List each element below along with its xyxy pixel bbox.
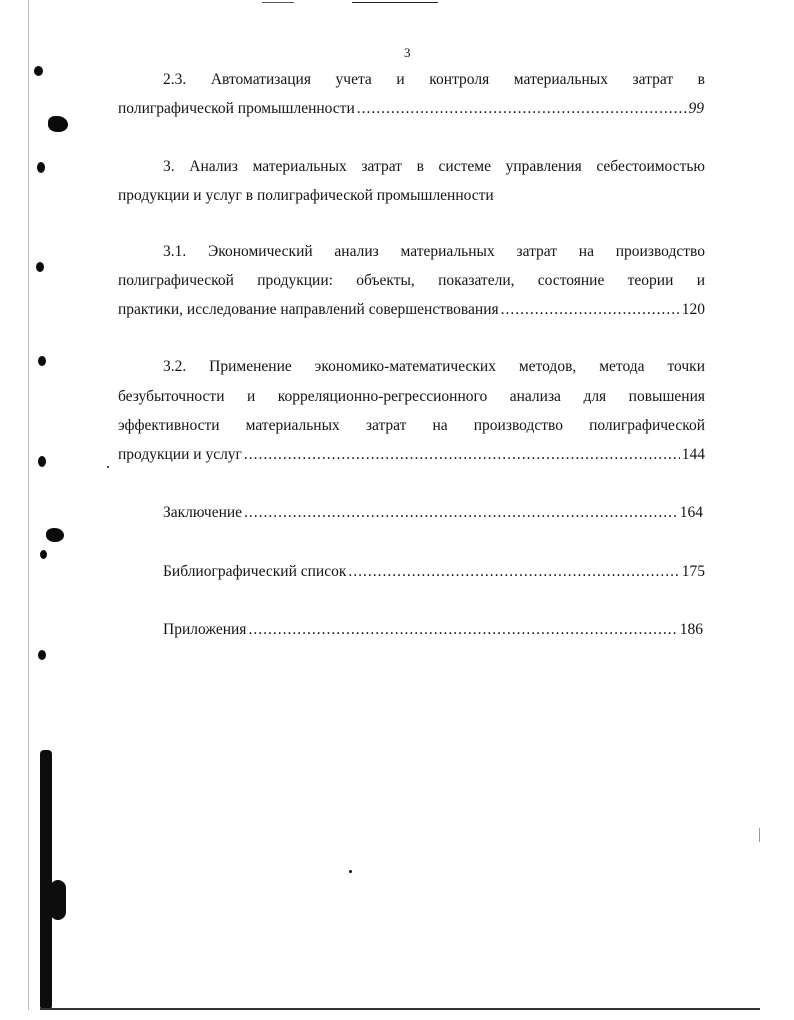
toc-entry-bibliography (163, 562, 705, 582)
dot-leader (244, 445, 680, 465)
toc-entry-3-1-line-2: полиграфической продукции: объекты, показатели, состояние теории и (118, 272, 705, 289)
scan-line (352, 2, 438, 3)
scan-line (759, 828, 760, 842)
toc-entry-3-line-2: продукции и услуг в полиграфической промышленности (118, 187, 494, 204)
toc-page-number: 144 (681, 446, 705, 463)
toc-page-number: 164 (679, 504, 703, 521)
toc-entry-text: продукции и услуг (118, 446, 242, 463)
toc-entry-appendices (163, 620, 703, 640)
toc-page-number: 99 (688, 100, 704, 117)
toc-page-number: 120 (681, 301, 705, 318)
punch-hole-mark (38, 650, 46, 660)
punch-hole-mark (38, 356, 46, 366)
punch-hole-mark (40, 550, 47, 559)
dot-leader (348, 562, 679, 582)
scan-line (262, 2, 294, 3)
dot-leader (357, 99, 687, 119)
dot-leader (501, 300, 680, 320)
toc-entry-3-1-line-1: 3.1. Экономический анализ материальных затрат на производство (163, 243, 705, 260)
toc-entry-text: практики, исследование направлений совершенствования (118, 301, 499, 318)
speck (107, 466, 109, 468)
punch-hole-mark (48, 116, 68, 132)
punch-hole-mark (37, 162, 45, 173)
toc-entry-text: Библиографический список (163, 563, 347, 580)
toc-entry-text: Заключение (163, 504, 243, 521)
toc-page-number: 186 (679, 621, 703, 638)
toc-entry-3-2-line-4 (118, 445, 705, 465)
binding-edge-shadow (40, 750, 52, 1010)
toc-entry-3-2-line-3: эффективности материальных затрат на производство полиграфической (118, 417, 705, 434)
punch-hole-mark (36, 262, 44, 272)
scan-line (40, 1008, 760, 1010)
page-number: 3 (404, 45, 411, 60)
toc-entry-3-2-line-1: 3.2. Применение экономико-математических методов, метода точки (163, 358, 705, 375)
speck (349, 870, 352, 873)
punch-hole-mark (34, 66, 43, 76)
dot-leader (244, 503, 678, 523)
toc-page-number: 175 (681, 563, 705, 580)
toc-entry-2-3-line-1: 2.3. Автоматизация учета и контроля материальных затрат в (163, 71, 705, 88)
toc-entry-conclusion (163, 503, 703, 523)
toc-entry-text: Приложения (163, 621, 247, 638)
toc-entry-text: полиграфической промышленности (118, 100, 355, 117)
punch-hole-mark (46, 528, 64, 542)
scan-line (28, 0, 29, 1010)
punch-hole-mark (38, 456, 46, 467)
toc-entry-3-line-1: 3. Анализ материальных затрат в системе управления себестоимостью (163, 158, 705, 175)
toc-entry-3-1-line-3 (118, 300, 705, 320)
dot-leader (248, 620, 677, 640)
binding-edge-shadow (50, 880, 66, 920)
toc-entry-2-3-line-2 (118, 99, 704, 119)
toc-entry-3-2-line-2: безубыточности и корреляционно-регрессионного анализа для повышения (118, 388, 705, 405)
